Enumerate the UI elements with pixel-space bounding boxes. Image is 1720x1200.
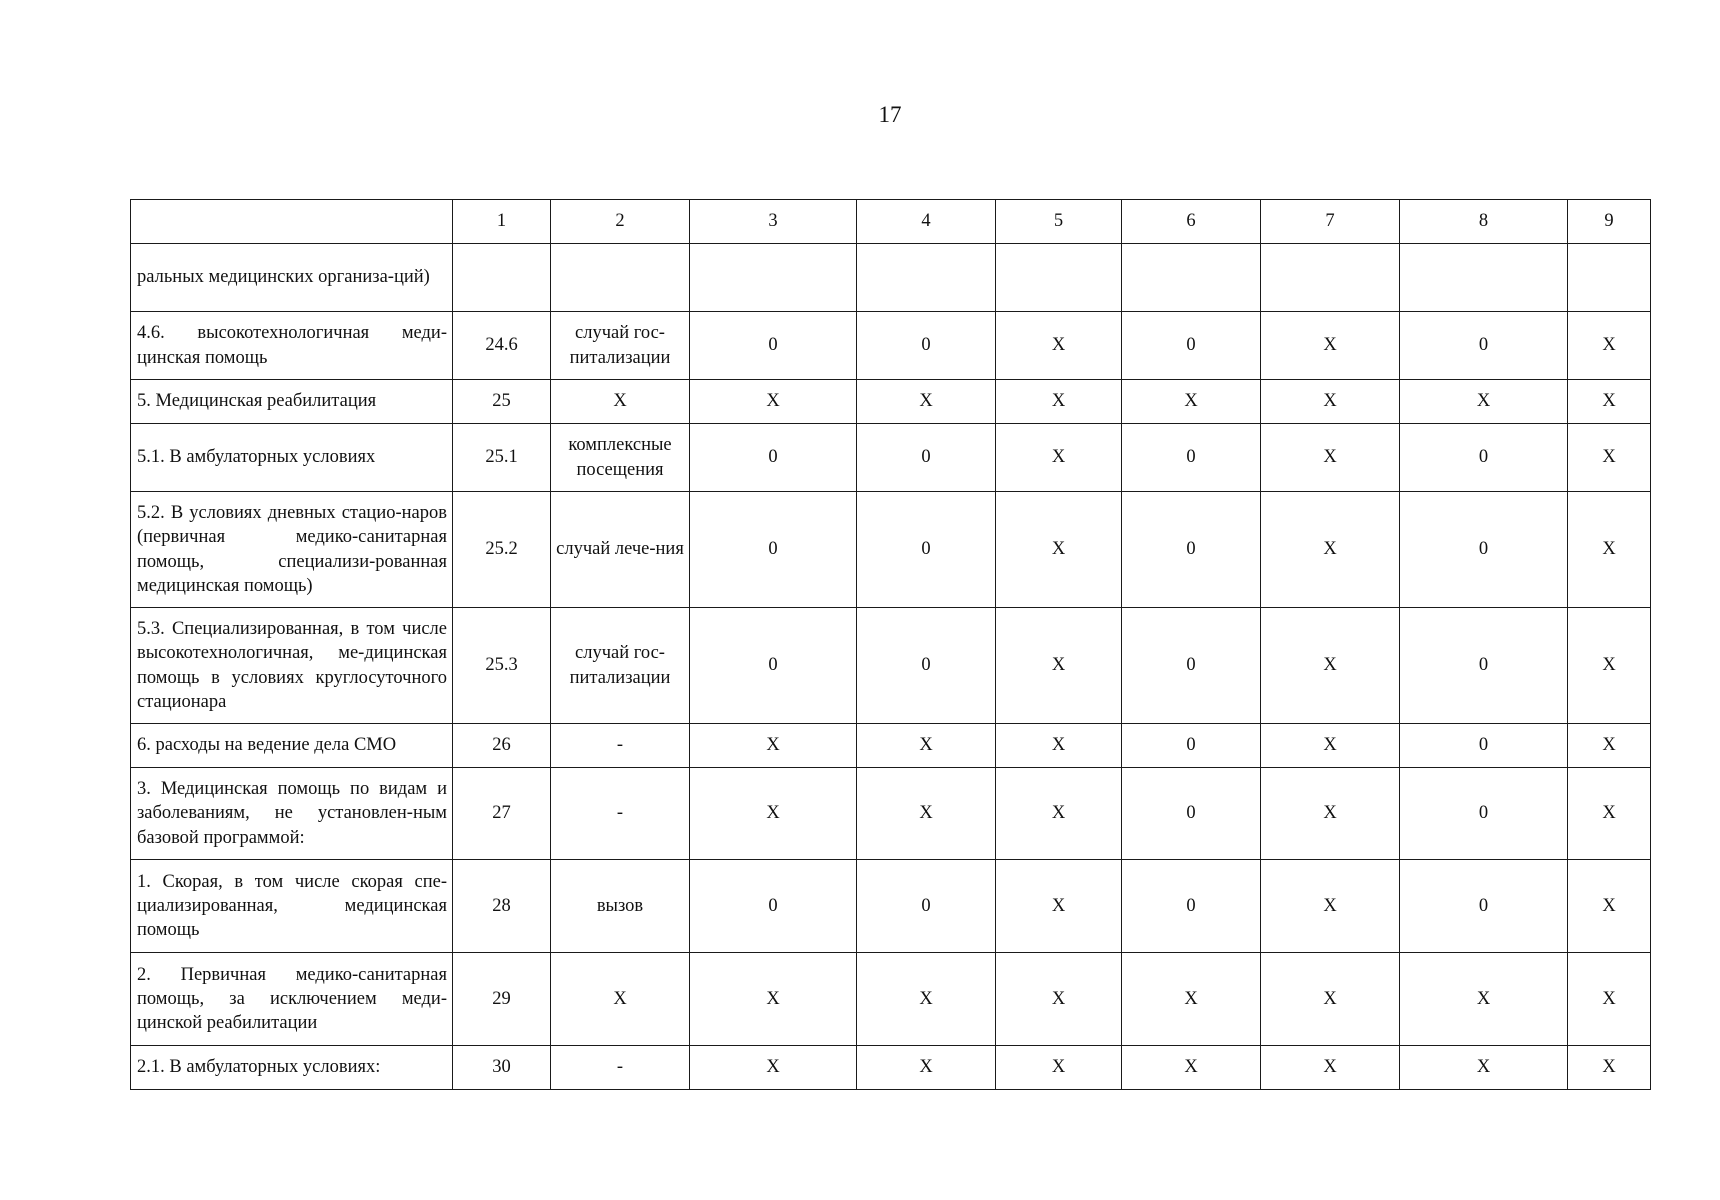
table-cell: Х [857,953,996,1046]
table-cell: Х [1122,1046,1261,1090]
table-cell: Х [996,312,1122,380]
column-number-cell: 3 [690,200,857,244]
table-cell: случай лече-ния [551,492,690,608]
table-cell [857,244,996,312]
column-number-cell: 1 [453,200,551,244]
table-cell: 0 [1122,608,1261,724]
table-cell: комплексные посещения [551,424,690,492]
row-name-cell: 5.3. Специализированная, в том числе высокотехнологичная, ме-дицинская помощь в условиях круглосуточного стационара [131,608,453,724]
table-body [131,200,1651,1090]
table-cell: Х [1261,424,1400,492]
table-cell [1568,244,1651,312]
table-cell: Х [1261,1046,1400,1090]
table-cell: 0 [1400,768,1568,860]
table-cell: Х [1261,608,1400,724]
table-cell: вызов [551,860,690,953]
table-cell: Х [996,380,1122,424]
row-number-cell: 27 [453,768,551,860]
column-number-cell: 6 [1122,200,1261,244]
table-cell: Х [857,1046,996,1090]
table-cell: 0 [857,424,996,492]
table-cell: Х [1261,380,1400,424]
table-cell: Х [1261,953,1400,1046]
row-number-cell: 26 [453,724,551,768]
table-cell: Х [996,953,1122,1046]
table-cell: Х [1568,492,1651,608]
data-table [130,199,1651,1090]
table-cell: Х [1122,380,1261,424]
table-cell: Х [690,768,857,860]
table-cell: Х [996,724,1122,768]
table-cell: Х [1400,953,1568,1046]
table-cell: Х [857,380,996,424]
table-cell: Х [996,860,1122,953]
table-cell: 0 [857,492,996,608]
table-cell: Х [1568,860,1651,953]
row-name-cell: 4.6. высокотехнологичная меди-цинская помощь [131,312,453,380]
table-cell: Х [1261,312,1400,380]
table-cell: Х [551,380,690,424]
table-cell: 0 [690,860,857,953]
row-number-cell: 25 [453,380,551,424]
column-number-cell: 9 [1568,200,1651,244]
table-row [131,860,1651,953]
row-number-cell: 25.3 [453,608,551,724]
table-cell: 0 [1400,424,1568,492]
column-number-cell: 7 [1261,200,1400,244]
table-row [131,244,1651,312]
table-row [131,1046,1651,1090]
table-cell: Х [1261,724,1400,768]
table-cell: Х [857,724,996,768]
table-cell: - [551,1046,690,1090]
table-cell: Х [1568,724,1651,768]
table-cell: Х [1261,768,1400,860]
row-name-cell: 6. расходы на ведение дела СМО [131,724,453,768]
row-number-cell: 30 [453,1046,551,1090]
row-name-cell: 5.1. В амбулаторных условиях [131,424,453,492]
table-row [131,953,1651,1046]
column-number-cell: 8 [1400,200,1568,244]
table-cell: Х [551,953,690,1046]
row-number-cell: 25.1 [453,424,551,492]
column-number-cell [131,200,453,244]
table-cell: 0 [1122,424,1261,492]
table-cell: Х [996,608,1122,724]
table-cell: Х [996,768,1122,860]
row-number-cell: 24.6 [453,312,551,380]
table-cell: - [551,768,690,860]
table-row [131,312,1651,380]
row-name-cell: ральных медицинских организа-ций) [131,244,453,312]
table-cell: 0 [1122,768,1261,860]
table-cell: Х [1568,312,1651,380]
table-cell: Х [1568,608,1651,724]
table-cell: Х [690,953,857,1046]
table-cell: Х [996,1046,1122,1090]
table-row [131,724,1651,768]
table-cell: Х [690,724,857,768]
table-cell: 0 [1400,608,1568,724]
table-cell [690,244,857,312]
table-cell: 0 [1400,492,1568,608]
table-cell: Х [1568,424,1651,492]
table-cell: Х [1261,492,1400,608]
row-name-cell: 3. Медицинская помощь по видам и заболеваниям, не установлен-ным базовой программой: [131,768,453,860]
table-cell: 0 [690,312,857,380]
row-number-cell: 29 [453,953,551,1046]
table-cell: 0 [1122,860,1261,953]
column-number-row [131,200,1651,244]
table-cell: Х [996,492,1122,608]
table-cell: Х [1400,380,1568,424]
table-cell: Х [1400,1046,1568,1090]
row-name-cell: 2. Первичная медико-санитарная помощь, за исключением меди-цинской реабилитации [131,953,453,1046]
table-cell: 0 [857,608,996,724]
table-cell: Х [690,1046,857,1090]
column-number-cell: 5 [996,200,1122,244]
table-cell: - [551,724,690,768]
table-cell: Х [1568,1046,1651,1090]
column-number-cell: 4 [857,200,996,244]
row-name-cell: 5.2. В условиях дневных стацио-наров (первичная медико-санитарная помощь, специализи-рованная медицинская помощь) [131,492,453,608]
table-cell: 0 [1122,312,1261,380]
table-row [131,608,1651,724]
table-cell: Х [1122,953,1261,1046]
table-cell [551,244,690,312]
table-cell: случай гос-питализации [551,312,690,380]
table-cell: случай гос-питализации [551,608,690,724]
table-row [131,424,1651,492]
table-cell: 0 [690,492,857,608]
table-cell: 0 [1122,492,1261,608]
table-cell [1122,244,1261,312]
row-name-cell: 1. Скорая, в том числе скорая спе-циализированная, медицинская помощь [131,860,453,953]
row-name-cell: 2.1. В амбулаторных условиях: [131,1046,453,1090]
table-cell: 0 [690,608,857,724]
table-cell: Х [1568,768,1651,860]
row-number-cell: 25.2 [453,492,551,608]
table-row [131,380,1651,424]
table-cell [1400,244,1568,312]
table-cell [1261,244,1400,312]
table-cell: Х [996,424,1122,492]
table-cell: Х [1568,953,1651,1046]
table-cell: Х [857,768,996,860]
table-cell: Х [690,380,857,424]
page-number: 17 [878,102,902,127]
table-cell: 0 [1400,860,1568,953]
table-cell [996,244,1122,312]
table-cell: 0 [690,424,857,492]
table-cell: 0 [857,312,996,380]
table-cell: 0 [1400,724,1568,768]
column-number-cell: 2 [551,200,690,244]
table-cell: 0 [857,860,996,953]
table-cell: Х [1261,860,1400,953]
table-row [131,768,1651,860]
row-number-cell [453,244,551,312]
table-row [131,492,1651,608]
row-name-cell: 5. Медицинская реабилитация [131,380,453,424]
row-number-cell: 28 [453,860,551,953]
table-cell: 0 [1122,724,1261,768]
table-cell: 0 [1400,312,1568,380]
table-cell: Х [1568,380,1651,424]
